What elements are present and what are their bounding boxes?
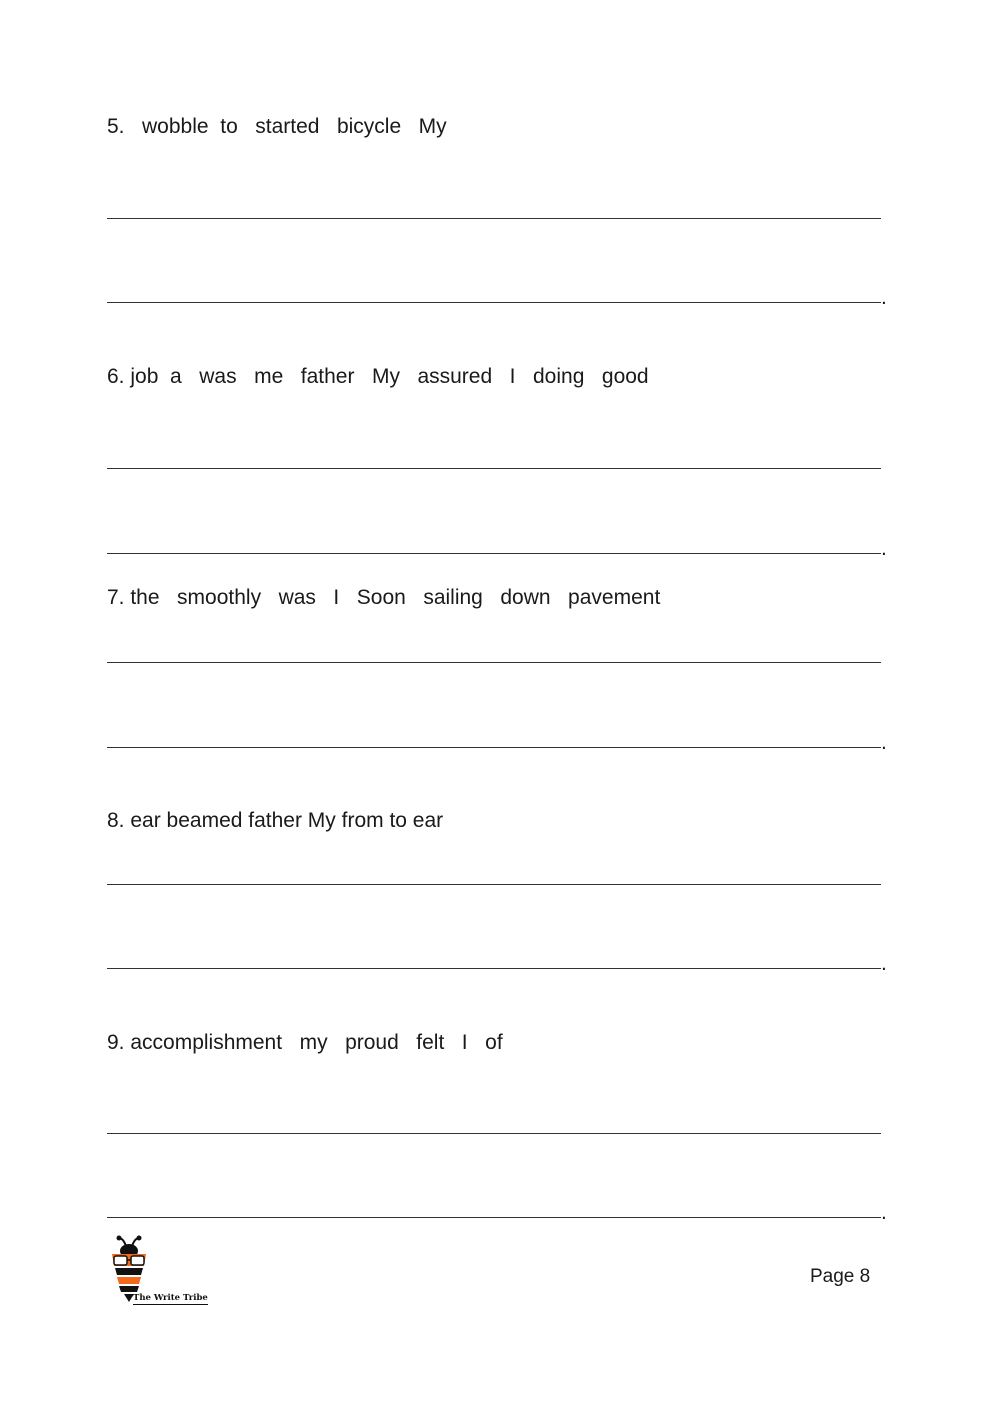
question-prompt: 7. the smoothly was I Soon sailing down pavement [107, 586, 661, 609]
answer-line[interactable] [107, 662, 881, 663]
answer-line[interactable] [107, 553, 881, 554]
question-prompt: 5. wobble to started bicycle My [107, 115, 447, 138]
question-prompt: 8. ear beamed father My from to ear [107, 809, 444, 832]
page-number: Page 8 [810, 1266, 871, 1287]
answer-line[interactable] [107, 1133, 881, 1134]
logo-wordmark: The Write Tribe [133, 1293, 208, 1303]
sentence-end-mark: . [881, 1201, 887, 1224]
answer-line[interactable] [107, 747, 881, 748]
sentence-end-mark: . [881, 537, 887, 560]
answer-line[interactable] [107, 884, 881, 885]
answer-line[interactable] [107, 968, 881, 969]
answer-line[interactable] [107, 218, 881, 219]
answer-line[interactable] [107, 1217, 881, 1218]
question-prompt: 6. job a was me father My assured I doing good [107, 365, 649, 388]
sentence-end-mark: . [881, 731, 887, 754]
question-prompt: 9. accomplishment my proud felt I of [107, 1031, 503, 1054]
sentence-end-mark: . [881, 952, 887, 975]
answer-line[interactable] [107, 468, 881, 469]
sentence-end-mark: . [881, 286, 887, 309]
answer-line[interactable] [107, 302, 881, 303]
